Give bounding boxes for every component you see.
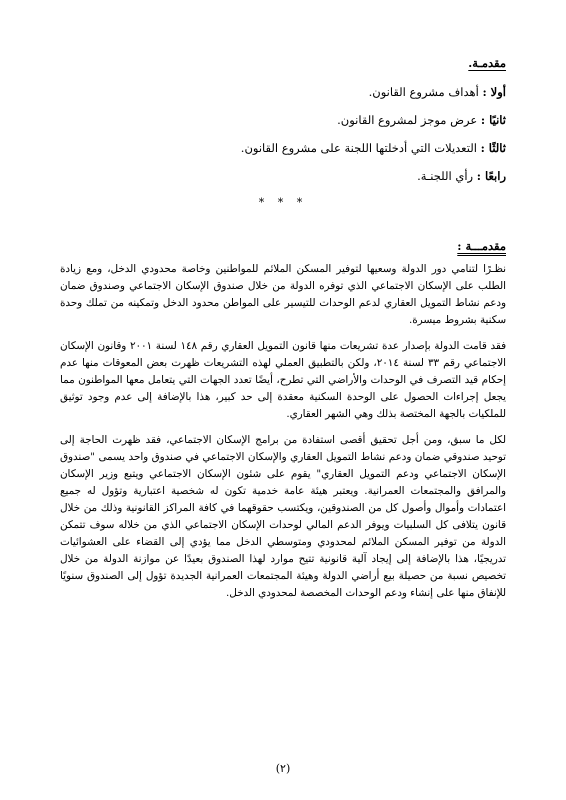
toc-item-text: أهداف مشروع القانون.	[368, 85, 483, 99]
toc-item-text: عرض موجز لمشروع القانون.	[337, 113, 481, 127]
toc-item-1	[60, 84, 506, 100]
intro-title: مقدمـــة :	[457, 239, 506, 253]
page-number: (٢)	[275, 762, 291, 775]
toc-item-text: رأي اللجنـة.	[417, 169, 477, 183]
toc-item-label: أولا :	[482, 85, 506, 99]
toc-item-2	[60, 112, 506, 128]
section-separator: * * *	[258, 196, 308, 209]
toc-title: مقدمـة.	[468, 56, 506, 70]
toc-item-label: رابعًا :	[476, 169, 506, 183]
toc-item-text: التعديلات التي أدخلتها اللجنة على مشروع القانون.	[240, 141, 481, 155]
toc-item-3	[60, 140, 506, 156]
intro-paragraph-2: فقد قامت الدولة بإصدار عدة تشريعات منها قانون التمويل العقاري رقم ١٤٨ لسنة ٢٠٠١ وقانون الإسكان الاجتماعي رقم ٣٣ لسنة ٢٠١٤، ولكن بالتطبيق العملي لهذه التشريعات ظهرت بعض المعوقات منها عدم إحكام قيد التصرف في الوحدات والأراضي التي تطرح، أيضًا تعدد الجهات التي يتعامل معها المواطنون مما يجعل إجراءات الحصول على الوحدة السكنية معقدة إلى حد كبير، هذا بالإضافة إلى عدم وجود توثيق للملكيات بالجهة المختصة بذلك وهي الشهر العقاري.	[60, 340, 507, 420]
intro-paragraph-3: لكل ما سبق، ومن أجل تحقيق أقصى استفادة من برامج الإسكان الاجتماعي، فقد ظهرت الحاجة إلى توحيد صندوقي ضمان ودعم نشاط التمويل العقاري والإسكان الاجتماعي في صندوق واحد يسمى "صندوق الإسكان الاجتماعي ودعم التمويل العقاري" يقوم على شئون الإسكان الاجتماعي ويتبع وزير الإسكان والمرافق والمجتمعات العمرانية. ويعتبر هيئة عامة خدمية تكون له شخصية اعتبارية وتؤول له جميع اعتمادات وأموال وأصول كل من الصندوقين، ويكتسب حقوقهما في كافة المراكز القانونية وذلك من خلال قانون يتلافى كل السلبيات ويوفر الدعم المالي لوحدات الإسكان الاجتماعي الذي من خلاله سوف تتمكن الدولة من توفير المسكن الملائم لمحدودي ومتوسطي الدخل مما يؤدي إلى القضاء على العشوائيات تدريجيًا، هذا بالإضافة إلى إيجاد آلية قانونية تتيح موارد لهذا الصندوق بعيدًا عن موازنة الدولة من خلال تخصيص نسبة من حصيلة بيع أراضي الدولة وهيئة المجتمعات العمرانية الجديدة تؤول إلى الصندوق سنويًا للإنفاق منها على إنشاء ودعم الوحدات المخصصة لمحدودي الدخل.	[60, 434, 506, 599]
toc-item-4	[60, 168, 506, 184]
toc-item-label: ثالثًا :	[480, 141, 506, 155]
toc-item-label: ثانيًا :	[480, 113, 506, 127]
intro-paragraph-1: نظـرًا لتنامي دور الدولة وسعيها لتوفير المسكن الملائم للمواطنين وخاصة محدودي الدخل، ومع زيادة الطلب على الإسكان الاجتماعي الذي توفره الدولة من خلال صندوق الإسكان الاجتماعي وصندوق ضمان ودعم نشاط التمويل العقاري لدعم الوحدات للتيسير على المواطن محدود الدخل وتمكينه من تملك وحدة سكنية بشروط ميسرة.	[60, 263, 506, 326]
toc-list	[60, 84, 506, 184]
